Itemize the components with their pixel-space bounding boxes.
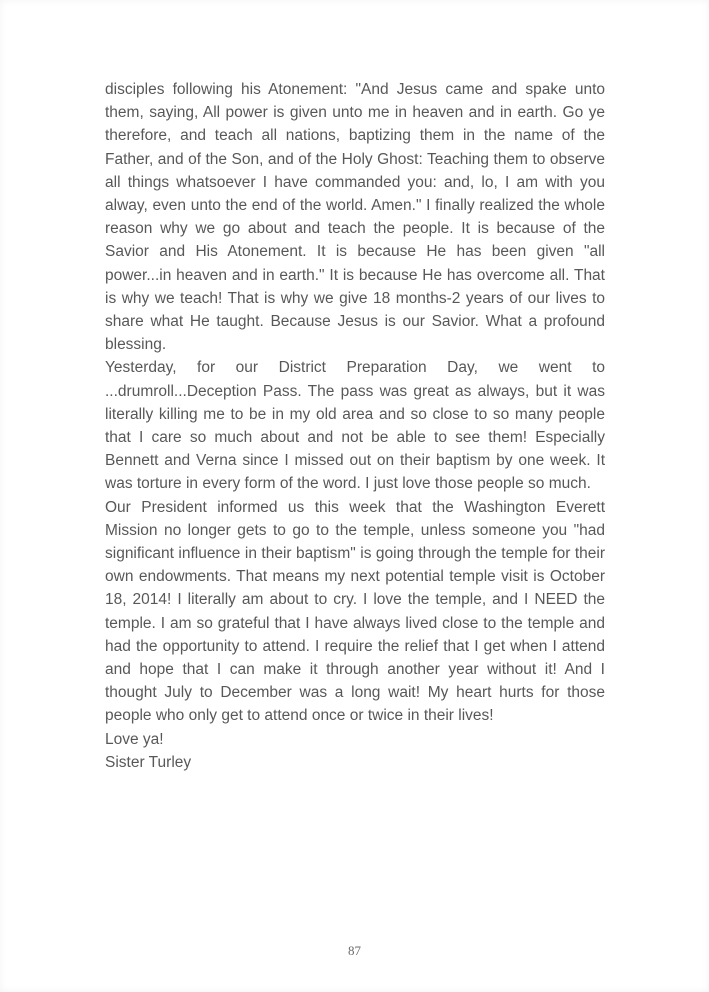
signoff-line: Love ya! (105, 730, 164, 748)
page-body (105, 78, 605, 774)
paragraph-atonement: disciples following his Atonement: "And Jesus came and spake unto them, saying, All power is given unto me in heaven and in earth. Go ye therefore, and teach all nations, baptizing them in the name of the Father, and of the Son, and of the Holy Ghost: Teaching them to observe all things whatsoever I have commanded you: and, lo, I am with you alway, even unto the end of the world. Amen." I finally realized the whole reason why we go about and teach the people. It is because of the Savior and His Atonement. It is because He has been given "all power...in heaven and in earth." It is because He has overcome all. That is why we teach! That is why we give 18 months-2 years of our lives to share what He taught. Because Jesus is our Savior. What a profound blessing. (105, 81, 605, 354)
signature-line: Sister Turley (105, 753, 192, 771)
page-number: 87 (348, 943, 361, 958)
paragraph-deception-pass: Yesterday, for our District Preparation Day, we went to ...drumroll...Deception Pass. The pass was great as always, but it was literally killing me to be in my old area and so close to so many people that I care so much about and not be able to see them! Especially Bennett and Verna since I missed out on their baptism by one week. It was torture in every form of the word. I just love those people so much. (105, 359, 605, 493)
paragraph-temple: Our President informed us this week that the Washington Everett Mission no longer gets to go to the temple, unless someone you "had significant influence in their baptism" is going through the temple for their own endowments. That means my next potential temple visit is October 18, 2014! I literally am about to cry. I love the temple, and I NEED the temple. I am so grateful that I have always lived close to the temple and had the opportunity to attend. I require the relief that I get when I attend and hope that I can make it through another year without it! And I thought July to December was a long wait! My heart hurts for those people who only get to attend once or twice in their lives! (105, 498, 605, 725)
